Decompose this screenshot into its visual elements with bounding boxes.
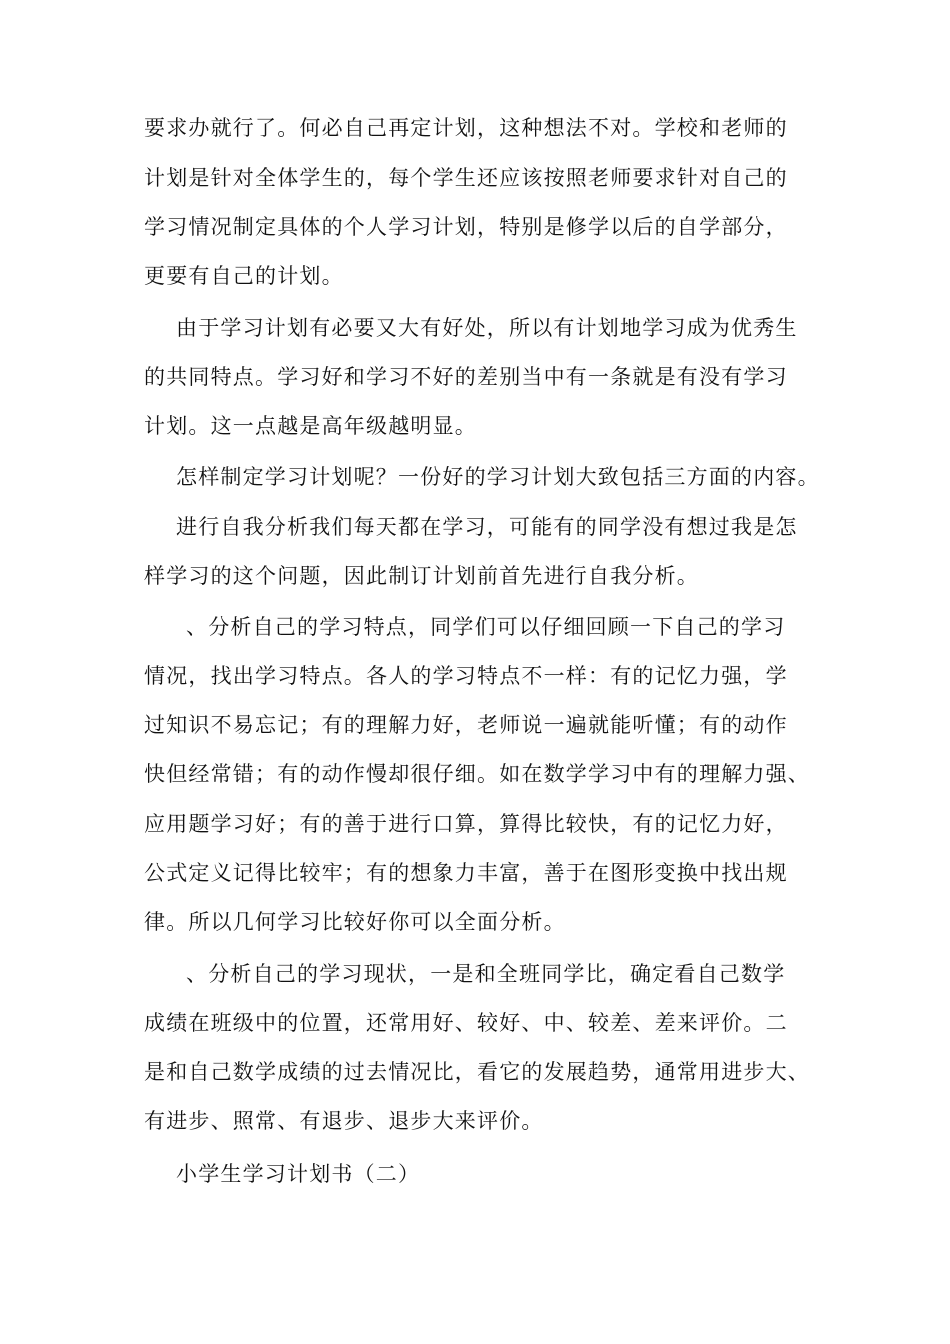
text-line: 进行自我分析我们每天都在学习，可能有的同学没有想过我是怎	[176, 515, 798, 539]
text-line: 学习情况制定具体的个人学习计划，特别是修学以后的自学部分，	[144, 215, 788, 239]
text-line: 由于学习计划有必要又大有好处，所以有计划地学习成为优秀生	[176, 316, 798, 340]
text-line: 样学习的这个问题，因此制订计划前首先进行自我分析。	[144, 564, 699, 588]
text-line: 过知识不易忘记；有的理解力好，老师说一遍就能听懂；有的动作	[144, 713, 788, 737]
text-line: 计划。这一点越是高年级越明显。	[144, 414, 477, 438]
text-line: 计划是针对全体学生的，每个学生还应该按照老师要求针对自己的	[144, 166, 788, 190]
text-line: 情况，找出学习特点。各人的学习特点不一样：有的记忆力强，学	[144, 664, 788, 688]
text-line: 、分析自己的学习现状，一是和全班同学比，确定看自己数学	[186, 962, 786, 986]
text-line: 的共同特点。学习好和学习不好的差别当中有一条就是有没有学习	[144, 365, 788, 389]
text-line: 是和自己数学成绩的过去情况比，看它的发展趋势，通常用进步大、	[144, 1060, 810, 1084]
text-line: 更要有自己的计划。	[144, 264, 344, 288]
text-line: 成绩在班级中的位置，还常用好、较好、中、较差、差来评价。二	[144, 1011, 788, 1035]
text-line: 快但经常错；有的动作慢却很仔细。如在数学学习中有的理解力强、	[144, 762, 810, 786]
text-line: 怎样制定学习计划呢？一份好的学习计划大致包括三方面的内容。	[176, 465, 820, 489]
section-heading: 小学生学习计划书（二）	[176, 1162, 421, 1186]
text-line: 律。所以几何学习比较好你可以全面分析。	[144, 910, 566, 934]
text-line: 应用题学习好；有的善于进行口算，算得比较快，有的记忆力好，	[144, 812, 788, 836]
text-line: 要求办就行了。何必自己再定计划，这种想法不对。学校和老师的	[144, 116, 788, 140]
text-line: 有进步、照常、有退步、退步大来评价。	[144, 1109, 544, 1133]
text-line: 、分析自己的学习特点，同学们可以仔细回顾一下自己的学习	[186, 615, 786, 639]
text-line: 公式定义记得比较牢；有的想象力丰富，善于在图形变换中找出规	[144, 861, 788, 885]
